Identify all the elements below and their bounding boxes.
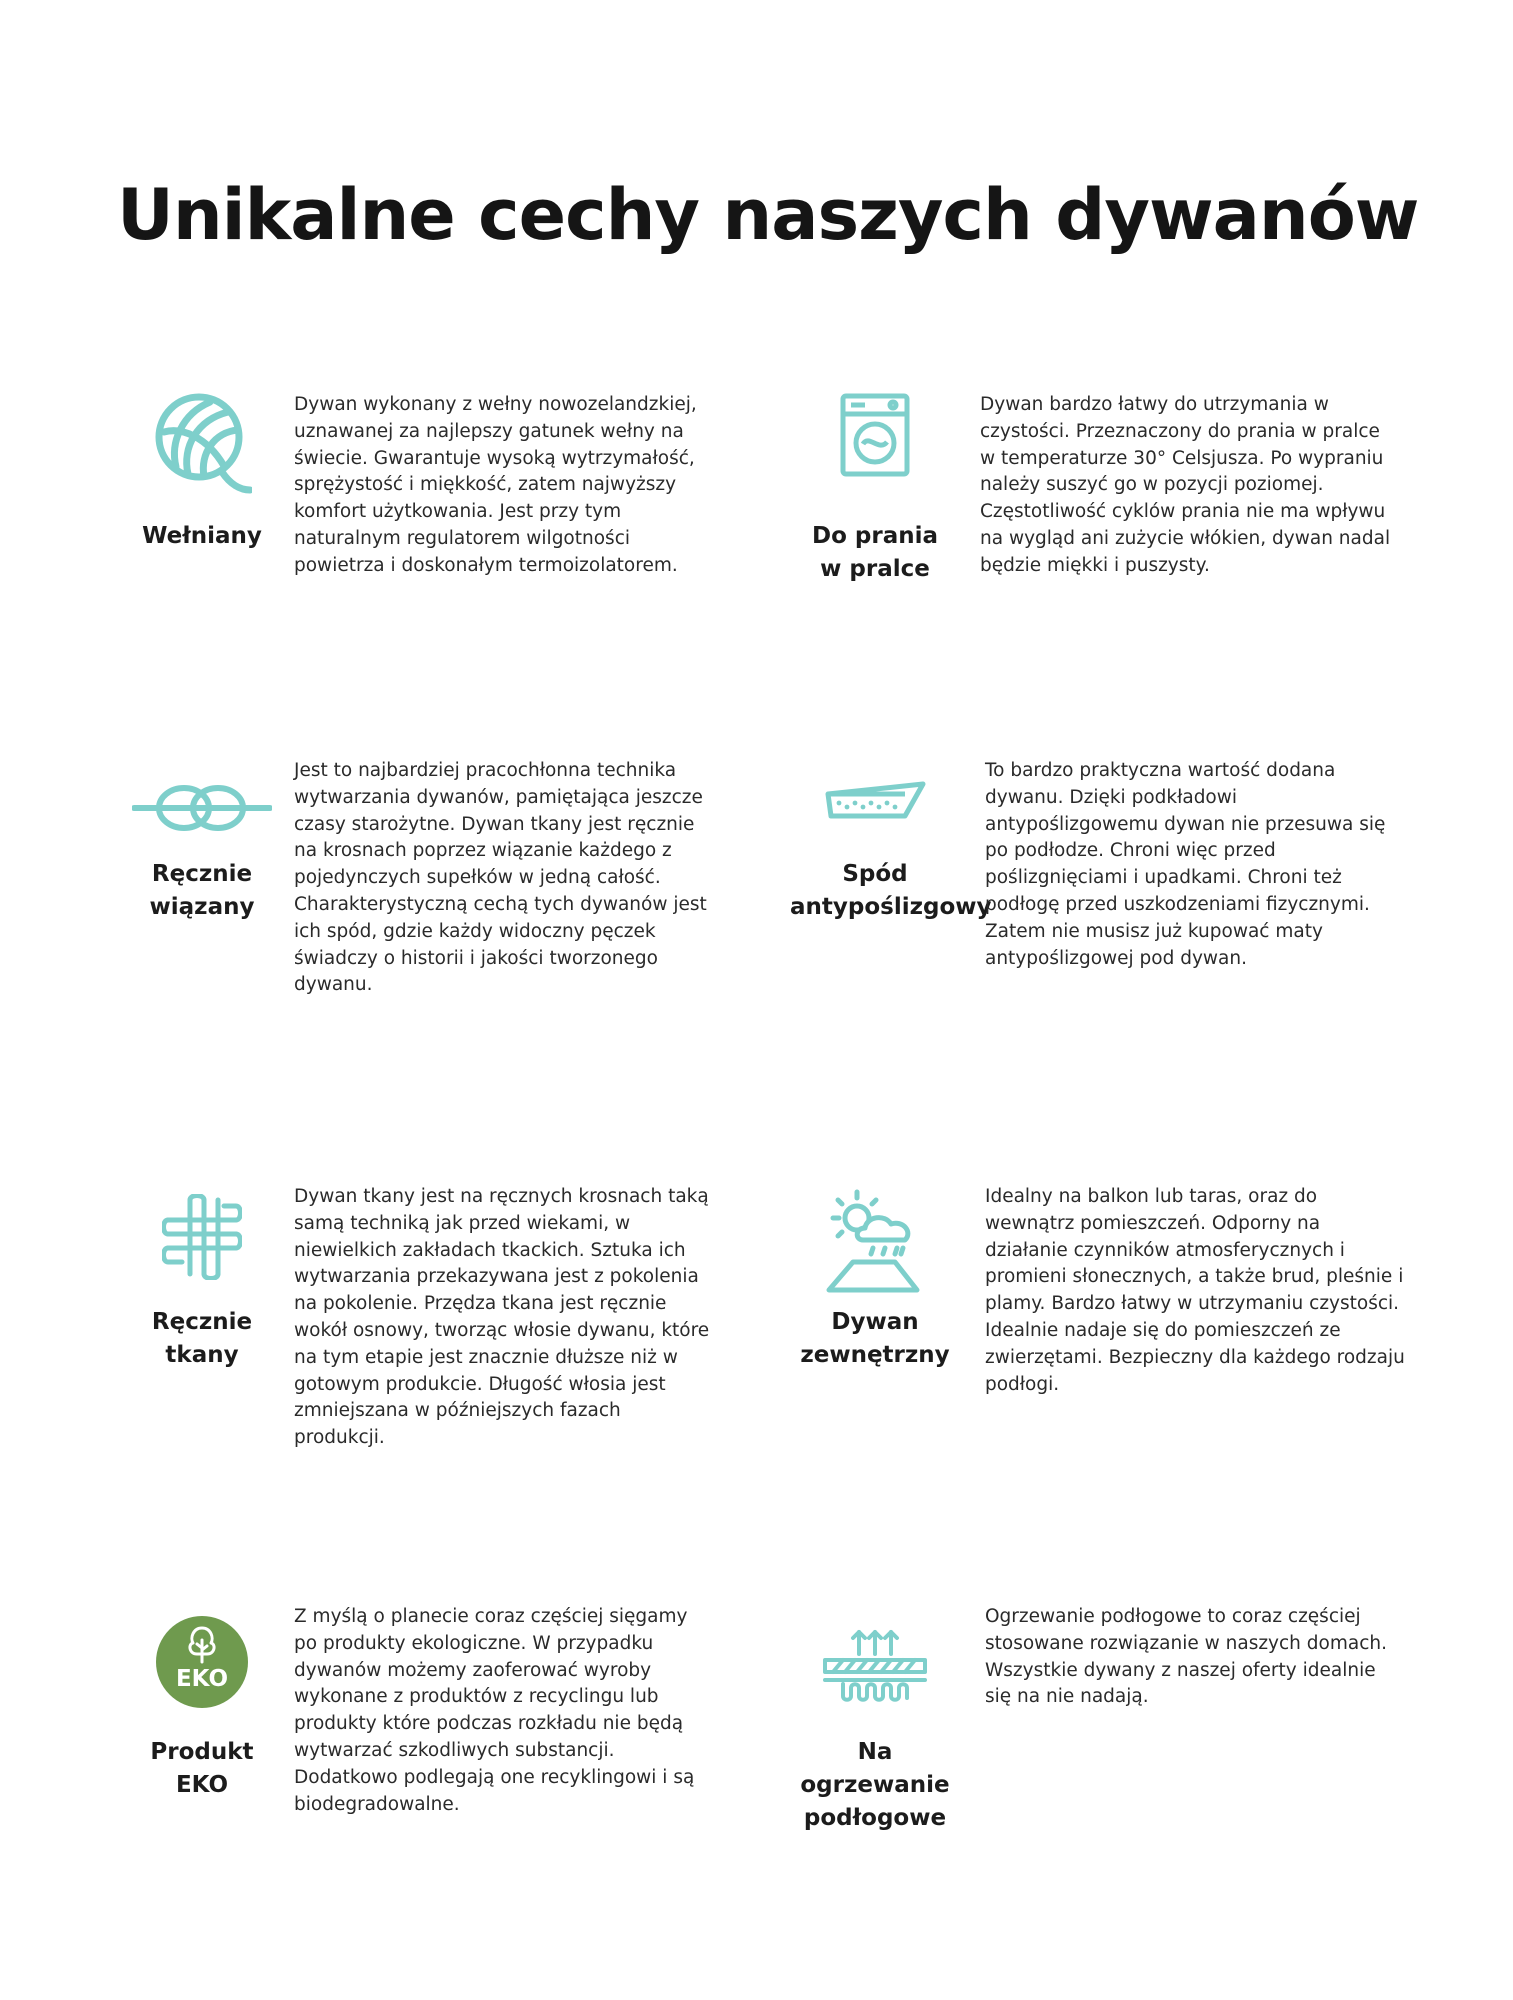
feature-label <box>790 1736 960 1835</box>
floor-heating-icon <box>790 1626 960 1746</box>
feature-description: Ogrzewanie podłogowe to coraz częściej stosowane rozwiązanie w naszych domach. Wszystkie dywany z naszej oferty idealnie się na nie nadają. <box>985 1606 1387 1708</box>
weave-grid-icon <box>117 1194 287 1314</box>
feature-label-line: tkany <box>165 1342 239 1368</box>
feature-description: Idealny na balkon lub taras, oraz do wewnątrz pomieszczeń. Odporny na działanie czynników atmosferycznych i promieni słonecznych, a także brud, pleśnie i plamy. Bardzo łatwy w utrzymaniu czystości. Idealnie nadaje się do pomieszczeń ze zwierzętami. Bezpieczny dla każdego rodzaju podłogi. <box>985 1186 1405 1395</box>
feature-label-line: Dywan <box>831 1309 919 1335</box>
feature-label-line: podłogowe <box>803 1805 947 1831</box>
feature-label <box>117 1306 287 1372</box>
feature-label-line: Wełniany <box>142 523 262 549</box>
feature-label <box>117 520 287 553</box>
feature-description: Dywan bardzo łatwy do utrzymania w czystości. Przeznaczony do prania w pralce w temperaturze 30° Celsjusza. Po wypraniu należy suszyć go w pozycji poziomej. Częstotliwość cyklów prania nie ma wpływu na wygląd ani zużycie włókien, dywan nadal będzie miękki i puszysty. <box>980 394 1391 576</box>
feature-label-line: wiązany <box>149 894 255 920</box>
feature-description: Dywan tkany jest na ręcznych krosnach taką samą techniką jak przed wiekami, w niewielkich zakładach tkackich. Sztuka ich wytwarzania przekazywana jest z pokolenia na pokolenie. Przędza tkana jest ręcznie wokół osnowy, tworząc włosie dywanu, które na tym etapie jest znacznie dłuższe niż w gotowym produkcie. Długość włosia jest zmniejszana w późniejszych fazach produkcji. <box>294 1186 710 1449</box>
feature-label-line: zewnętrzny <box>800 1342 950 1368</box>
yarn-ball-icon <box>117 392 287 512</box>
feature-label <box>790 858 992 924</box>
feature-label-line: Na ogrzewanie <box>800 1739 950 1798</box>
feature-label <box>117 1736 287 1802</box>
feature-label-line: EKO <box>175 1772 229 1798</box>
feature-label-line: w pralce <box>820 556 930 582</box>
weather-outdoor-icon <box>790 1188 960 1308</box>
feature-description: Z myślą o planecie coraz częściej sięgamy po produkty ekologiczne. W przypadku dywanów możemy zaoferować wyroby wykonane z produktów z recyclingu lub produkty które podczas rozkładu nie będą wytwarzać szkodliwych substancji. Dodatkowo podlegają one recyklingowi i są biodegradowalne. <box>294 1606 695 1815</box>
feature-description: To bardzo praktyczna wartość dodana dywanu. Dzięki podkładowi antypoślizgowemu dywan nie przesuwa się po podłodze. Chroni więc przed poślizgnięciami i upadkami. Chroni też podłogę przed uszkodzeniami fizycznymi. Zatem nie musisz już kupować maty antypoślizgowej pod dywan. <box>985 760 1386 969</box>
feature-label-line: Produkt <box>150 1739 254 1765</box>
washing-machine-icon <box>790 392 960 512</box>
feature-description: Jest to najbardziej pracochłonna technika wytwarzania dywanów, pamiętająca jeszcze czasy starożytne. Dywan tkany jest ręcznie na krosnach poprzez wiązanie każdego z pojedynczych supełków w jedną całość. Charakterystyczną cechą tych dywanów jest ich spód, gdzie każdy widoczny pęczek świadczy o historii i jakości tworzonego dywanu. <box>294 760 707 996</box>
feature-label-line: antypoślizgowy <box>790 894 992 920</box>
eco-badge-text: EKO <box>175 1666 229 1692</box>
eco-tree-badge-icon <box>117 1614 287 1734</box>
feature-label-line: Ręcznie <box>151 1309 253 1335</box>
feature-label <box>790 520 960 586</box>
page-title: Unikalne cechy naszych dywanów <box>117 174 1419 256</box>
feature-label-line: Ręcznie <box>151 861 253 887</box>
feature-label-line: Spód <box>842 861 908 887</box>
feature-label-line: Do prania <box>811 523 938 549</box>
feature-label <box>117 858 287 924</box>
feature-label <box>790 1306 960 1372</box>
feature-description: Dywan wykonany z wełny nowozelandzkiej, uznawanej za najlepszy gatunek wełny na świecie. Gwarantuje wysoką wytrzymałość, sprężystość i miękkość, zatem najwyższy komfort użytkowania. Jest przy tym naturalnym regulatorem wilgotności powietrza i doskonałym termoizolatorem. <box>294 394 697 576</box>
